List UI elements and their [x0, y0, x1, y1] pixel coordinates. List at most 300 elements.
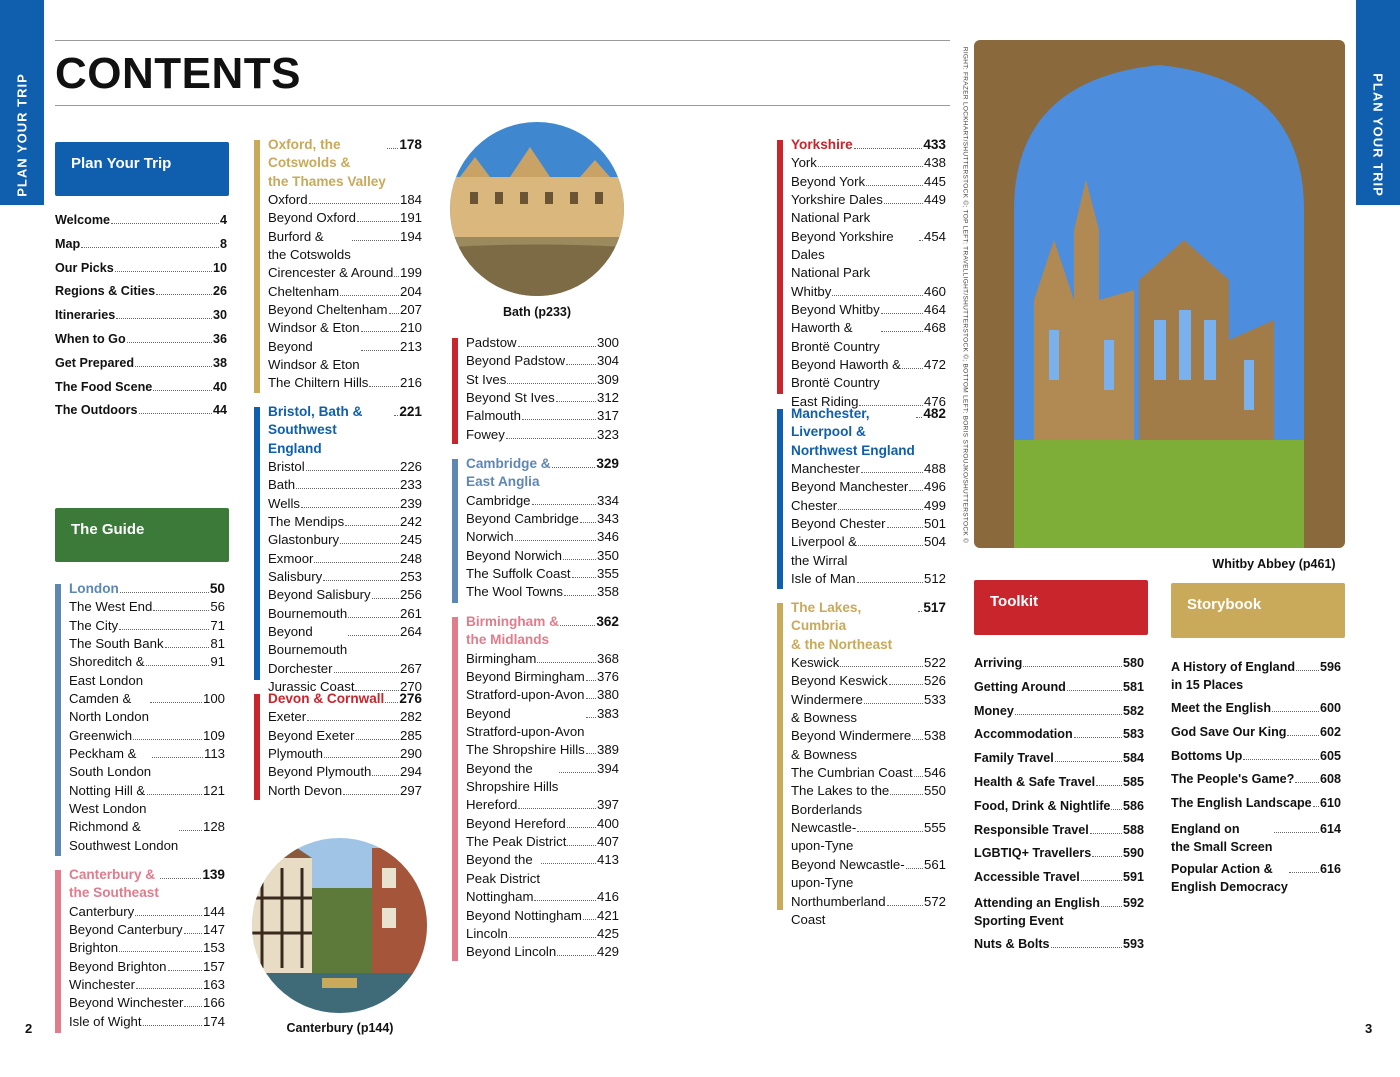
page-number: 581 [1122, 679, 1144, 694]
dot-leader [150, 702, 202, 703]
dot-leader [864, 703, 923, 704]
toc-entry[interactable] [69, 921, 225, 939]
bath-caption: Bath (p233) [502, 305, 572, 319]
toc-entry[interactable] [466, 668, 619, 686]
toc-entry[interactable] [1171, 792, 1341, 816]
toc-entry[interactable] [466, 796, 619, 814]
dot-leader [135, 366, 212, 367]
toc-entry[interactable] [791, 672, 946, 690]
dot-leader [838, 509, 923, 510]
section-bar [55, 870, 61, 1033]
page-number: 113 [203, 746, 225, 762]
page-number: 294 [399, 764, 422, 780]
page-number: 56 [210, 599, 225, 615]
toc-entry[interactable] [791, 191, 946, 228]
page-number: 376 [596, 669, 619, 685]
page-number: 605 [1319, 748, 1341, 763]
page-number: 482 [923, 406, 946, 421]
entry-title: Devon & Cornwall [268, 691, 385, 706]
toc-entry[interactable] [268, 623, 422, 660]
toc-entry[interactable] [69, 818, 225, 855]
toc-entry[interactable] [1171, 658, 1341, 694]
toc-entry[interactable] [268, 782, 422, 800]
dot-leader [906, 868, 923, 869]
entry-title: Richmond & Southwest London [69, 819, 179, 853]
toc-entry[interactable] [69, 653, 225, 690]
the-guide-box[interactable]: The Guide [55, 508, 229, 562]
page-number: 178 [399, 137, 422, 152]
london-list [69, 580, 225, 855]
toc-entry[interactable] [69, 598, 225, 616]
page-number: 128 [202, 819, 225, 835]
dot-leader [1055, 761, 1122, 762]
entry-title: The English Landscape [1171, 796, 1312, 811]
toc-entry[interactable] [268, 209, 422, 227]
toc-entry[interactable] [69, 635, 225, 653]
entry-title: Beyond Haworth & Brontë Country [791, 357, 901, 391]
entry-title: Cambridge [466, 492, 531, 508]
toc-entry[interactable] [268, 495, 422, 513]
entry-title: Popular Action & English Democracy [1171, 861, 1288, 894]
dot-leader [296, 488, 399, 489]
toc-entry[interactable] [268, 476, 422, 494]
storybook-box[interactable]: Storybook [1171, 583, 1345, 638]
toc-entry[interactable] [791, 478, 946, 496]
toc-entry[interactable] [466, 492, 619, 510]
toc-entry[interactable] [1171, 820, 1341, 856]
entry-title: Beyond Nottingham [466, 907, 582, 923]
toc-entry[interactable] [791, 497, 946, 515]
dot-leader [515, 540, 596, 541]
section-cornwall-continued [452, 335, 619, 444]
toc-entry[interactable] [268, 605, 422, 623]
toc-entry[interactable] [268, 458, 422, 476]
toc-entry[interactable] [466, 352, 619, 370]
page-number: 522 [923, 655, 946, 671]
toc-entry[interactable] [791, 356, 946, 393]
dot-leader [507, 383, 596, 384]
page-number: 309 [596, 371, 619, 387]
entry-title: Beyond Keswick [791, 673, 888, 689]
toc-entry[interactable] [974, 747, 1144, 771]
toc-entry[interactable] [69, 1013, 225, 1031]
toc-entry[interactable] [268, 550, 422, 568]
page-number: 580 [1122, 656, 1144, 670]
toc-entry[interactable] [791, 173, 946, 191]
dot-leader [119, 629, 209, 630]
page-number: 438 [923, 155, 946, 171]
dot-leader [854, 148, 923, 149]
toc-entry[interactable] [1171, 697, 1341, 721]
toc-entry[interactable] [466, 426, 619, 444]
devon-list [268, 690, 422, 800]
manchester-list [791, 405, 946, 588]
toc-entry[interactable] [1171, 745, 1341, 769]
toc-entry[interactable] [466, 760, 619, 797]
dot-leader [345, 525, 399, 526]
entry-title: Dorchester [268, 660, 333, 676]
toc-entry[interactable] [55, 352, 227, 376]
toc-entry[interactable] [55, 209, 227, 233]
entry-title: Liverpool & the Wirral [791, 534, 857, 568]
toc-entry[interactable] [466, 334, 619, 352]
dot-leader [324, 757, 399, 758]
page-number: 191 [399, 210, 422, 226]
page-number: 383 [596, 705, 619, 721]
toc-entry[interactable] [791, 301, 946, 319]
entry-title: Notting Hill & West London [69, 782, 147, 817]
dot-leader [560, 625, 595, 626]
page-number: 4 [219, 213, 227, 227]
dot-leader [916, 417, 922, 418]
toc-entry[interactable] [268, 586, 422, 604]
section-devon [254, 691, 422, 800]
page-number: 555 [923, 820, 946, 836]
toc-entry[interactable] [466, 705, 619, 742]
section-heading[interactable] [268, 690, 422, 708]
page-number: 416 [596, 889, 619, 905]
page-number: 433 [923, 137, 946, 152]
toc-entry[interactable] [974, 894, 1144, 930]
toc-entry[interactable] [268, 745, 422, 763]
toc-entry[interactable] [466, 528, 619, 546]
toc-entry[interactable] [268, 568, 422, 586]
toc-entry[interactable] [791, 283, 946, 301]
toc-entry[interactable] [1171, 860, 1341, 896]
toc-entry[interactable] [466, 943, 619, 961]
dot-leader [314, 562, 399, 563]
entry-title: Plymouth [268, 746, 323, 762]
section-heading[interactable] [791, 136, 946, 154]
toc-entry[interactable] [974, 795, 1144, 819]
dot-leader [156, 294, 212, 295]
page-number: 538 [923, 728, 946, 744]
toc-entry[interactable] [974, 723, 1144, 747]
entry-title: Health & Safe Travel [974, 774, 1096, 789]
entry-title: Chester [791, 497, 838, 513]
page-number: 256 [399, 587, 422, 603]
page-number: 184 [399, 192, 422, 208]
toc-entry[interactable] [466, 407, 619, 425]
entry-title: Beyond Newcastle- upon-Tyne [791, 856, 905, 891]
entry-title: Welcome [55, 213, 111, 227]
toc-entry[interactable] [791, 764, 946, 782]
section-heading[interactable] [268, 403, 422, 458]
dot-leader [889, 684, 923, 685]
toc-entry[interactable] [69, 782, 225, 819]
toc-entry[interactable] [268, 763, 422, 781]
page-number: 464 [923, 302, 946, 318]
page-number: 221 [399, 404, 422, 419]
entry-title: The Wool Towns [466, 584, 563, 600]
entry-title: Beyond Lincoln [466, 944, 557, 960]
toc-entry[interactable] [55, 399, 227, 423]
entry-title: Birmingham [466, 650, 537, 666]
toc-entry[interactable] [791, 691, 946, 728]
page-number: 460 [923, 283, 946, 299]
toc-entry[interactable] [791, 228, 946, 283]
dot-leader [572, 577, 596, 578]
toc-entry[interactable] [791, 893, 946, 930]
dot-leader [857, 582, 923, 583]
entry-title: Cambridge & East Anglia [466, 456, 551, 490]
dot-leader [564, 595, 596, 596]
toolkit-box[interactable]: Toolkit [974, 580, 1148, 635]
dot-leader [559, 772, 596, 773]
page-number: 350 [596, 547, 619, 563]
dot-leader [1051, 947, 1122, 948]
dot-leader [372, 775, 399, 776]
section-yorkshire [777, 137, 946, 409]
toc-entry[interactable] [55, 257, 227, 281]
section-heading[interactable] [69, 580, 225, 598]
entry-title: St Ives [466, 371, 507, 387]
toc-entry[interactable] [466, 510, 619, 528]
toc-entry[interactable] [69, 939, 225, 957]
toc-entry[interactable] [974, 771, 1144, 795]
toc-entry[interactable] [268, 264, 422, 282]
toc-entry[interactable] [466, 547, 619, 565]
toc-entry[interactable] [791, 515, 946, 533]
section-manchester [777, 406, 946, 589]
dot-leader [522, 419, 596, 420]
page-number: 472 [923, 357, 946, 373]
canterbury-caption: Canterbury (p144) [286, 1021, 394, 1035]
toc-entry[interactable] [268, 338, 422, 375]
page-number: 425 [596, 925, 619, 941]
entry-title: Beyond St Ives [466, 390, 555, 406]
toc-entry[interactable] [55, 280, 227, 304]
toc-entry[interactable] [69, 617, 225, 635]
dot-leader [369, 386, 399, 387]
toc-entry[interactable] [791, 570, 946, 588]
toc-entry[interactable] [55, 376, 227, 400]
toc-entry[interactable] [466, 565, 619, 583]
toc-entry[interactable] [974, 676, 1144, 700]
dot-leader [1274, 832, 1319, 833]
toc-entry[interactable] [466, 925, 619, 943]
entry-title: Glastonbury [268, 532, 340, 548]
toc-entry[interactable] [69, 745, 225, 782]
toc-entry[interactable] [69, 958, 225, 976]
entry-title: Beyond Stratford-upon-Avon [466, 705, 585, 740]
toc-entry[interactable] [791, 856, 946, 893]
entry-title: Brighton [69, 940, 119, 956]
entry-title: Camden & North London [69, 691, 149, 725]
section-heading[interactable] [466, 455, 619, 492]
toc-entry[interactable] [466, 888, 619, 906]
toc-entry[interactable] [268, 708, 422, 726]
toc-entry[interactable] [268, 191, 422, 209]
toc-entry[interactable] [466, 686, 619, 704]
dot-leader [1074, 737, 1122, 738]
entry-title: Padstow [466, 335, 517, 350]
toc-entry[interactable] [69, 994, 225, 1012]
entry-title: Map [55, 236, 81, 251]
entry-title: Exeter [268, 709, 307, 725]
entry-title: Windsor & Eton [268, 320, 360, 336]
toc-entry[interactable] [466, 833, 619, 851]
page-number: 585 [1122, 774, 1144, 789]
dot-leader [912, 739, 923, 740]
toc-entry[interactable] [268, 727, 422, 745]
dot-leader [586, 698, 596, 699]
toc-entry[interactable] [1171, 768, 1341, 792]
dot-leader [881, 331, 923, 332]
entry-title: Bournemouth [268, 605, 348, 621]
dot-leader [1289, 872, 1319, 873]
toc-entry[interactable] [791, 727, 946, 764]
toc-entry[interactable] [268, 301, 422, 319]
toc-entry[interactable] [791, 654, 946, 672]
dot-leader [356, 739, 399, 740]
toc-entry[interactable] [466, 907, 619, 925]
dot-leader [143, 1025, 202, 1026]
page-number: 358 [596, 584, 619, 600]
toc-entry[interactable] [55, 304, 227, 328]
toc-entry[interactable] [466, 583, 619, 601]
entry-title: Beyond Winchester [69, 995, 184, 1011]
toc-entry[interactable] [466, 389, 619, 407]
dot-leader [919, 240, 923, 241]
page-number: 582 [1122, 703, 1144, 718]
dot-leader [541, 863, 596, 864]
page-number: 8 [219, 236, 227, 251]
section-heading[interactable] [791, 405, 946, 460]
toc-entry[interactable] [69, 727, 225, 745]
toc-entry[interactable] [791, 819, 946, 856]
page-number: 163 [202, 977, 225, 993]
toc-entry[interactable] [268, 513, 422, 531]
entry-title: Family Travel [974, 751, 1054, 766]
toc-entry[interactable] [466, 851, 619, 888]
toc-entry[interactable] [268, 531, 422, 549]
dot-leader [115, 271, 212, 272]
dot-leader [586, 753, 596, 754]
page-number: 290 [399, 746, 422, 762]
dot-leader [394, 276, 399, 277]
toc-entry[interactable] [69, 903, 225, 921]
toc-entry[interactable] [791, 319, 946, 356]
dot-leader [567, 827, 596, 828]
dot-leader [890, 794, 923, 795]
entry-title: Canterbury [69, 903, 135, 919]
section-heading[interactable] [466, 613, 619, 650]
entry-title: The Outdoors [55, 403, 138, 418]
page-number: 407 [596, 834, 619, 850]
page-number: 329 [596, 456, 619, 471]
entry-title: The People's Game? [1171, 772, 1295, 787]
section-bar [55, 584, 61, 856]
page-number: 394 [596, 760, 619, 776]
entry-title: Beyond the Peak District [466, 852, 541, 886]
toc-entry[interactable] [268, 660, 422, 678]
dot-leader [306, 470, 399, 471]
dot-leader [127, 342, 212, 343]
toc-entry[interactable] [55, 328, 227, 352]
page-number: 248 [399, 550, 422, 566]
dot-leader [133, 739, 202, 740]
page-number: 139 [202, 867, 225, 882]
page-number: 362 [596, 614, 619, 629]
page-number: 245 [399, 532, 422, 548]
page-number: 468 [923, 320, 946, 336]
page-number: 30 [212, 308, 227, 323]
dot-leader [532, 504, 596, 505]
page-number: 346 [596, 529, 619, 545]
toc-entry[interactable] [791, 533, 946, 570]
toc-entry[interactable] [466, 815, 619, 833]
entry-title: Yorkshire [791, 137, 853, 152]
toc-entry[interactable] [69, 690, 225, 727]
section-bar [777, 603, 783, 910]
toc-entry[interactable] [791, 782, 946, 819]
dot-leader [340, 543, 399, 544]
toc-entry[interactable] [974, 700, 1144, 724]
page-number: 109 [202, 727, 225, 743]
dot-leader [580, 522, 596, 523]
toc-entry[interactable] [268, 283, 422, 301]
section-heading[interactable] [69, 866, 225, 903]
entry-title: The Peak District [466, 834, 567, 850]
toc-entry[interactable] [791, 460, 946, 478]
toc-entry[interactable] [69, 976, 225, 994]
toc-entry[interactable] [466, 371, 619, 389]
section-bar [452, 459, 458, 603]
toc-entry[interactable] [268, 374, 422, 392]
dot-leader [1092, 856, 1122, 857]
toc-entry[interactable] [974, 866, 1144, 890]
section-birmingham [452, 614, 619, 961]
section-canterbury [55, 867, 225, 1033]
whitby-abbey-photo [974, 40, 1345, 548]
section-heading[interactable] [268, 136, 422, 191]
dot-leader [552, 467, 596, 468]
toc-entry[interactable] [268, 319, 422, 337]
page-number: 166 [202, 995, 225, 1011]
toc-entry[interactable] [55, 233, 227, 257]
plan-your-trip-box[interactable]: Plan Your Trip [55, 142, 229, 196]
toc-entry[interactable] [974, 933, 1144, 957]
page-number: 501 [923, 516, 946, 532]
toc-entry[interactable] [974, 842, 1144, 866]
section-heading[interactable] [791, 599, 946, 654]
dot-leader [184, 1006, 202, 1007]
entry-title: Oxford, the Cotswolds & the Thames Valley [268, 137, 386, 189]
bristol-list [268, 403, 422, 697]
toc-entry[interactable] [974, 819, 1144, 843]
toc-entry[interactable] [1171, 721, 1341, 745]
toc-entry[interactable] [268, 228, 422, 265]
toc-entry[interactable] [791, 154, 946, 172]
entry-title: Shoreditch & East London [69, 654, 145, 688]
section-bar [452, 617, 458, 961]
page-number: 499 [923, 497, 946, 513]
dot-leader [866, 185, 923, 186]
toc-entry[interactable] [974, 652, 1144, 676]
page-number: 216 [399, 375, 422, 391]
dot-leader [1243, 759, 1319, 760]
toc-entry[interactable] [466, 650, 619, 668]
dot-leader [165, 647, 210, 648]
entry-title: Oxford [268, 192, 308, 208]
entry-title: Beyond Hereford [466, 815, 566, 831]
toc-entry[interactable] [466, 741, 619, 759]
page-number: 253 [399, 569, 422, 585]
dot-leader [857, 831, 923, 832]
dot-leader [1111, 809, 1122, 810]
dot-leader [1067, 690, 1122, 691]
